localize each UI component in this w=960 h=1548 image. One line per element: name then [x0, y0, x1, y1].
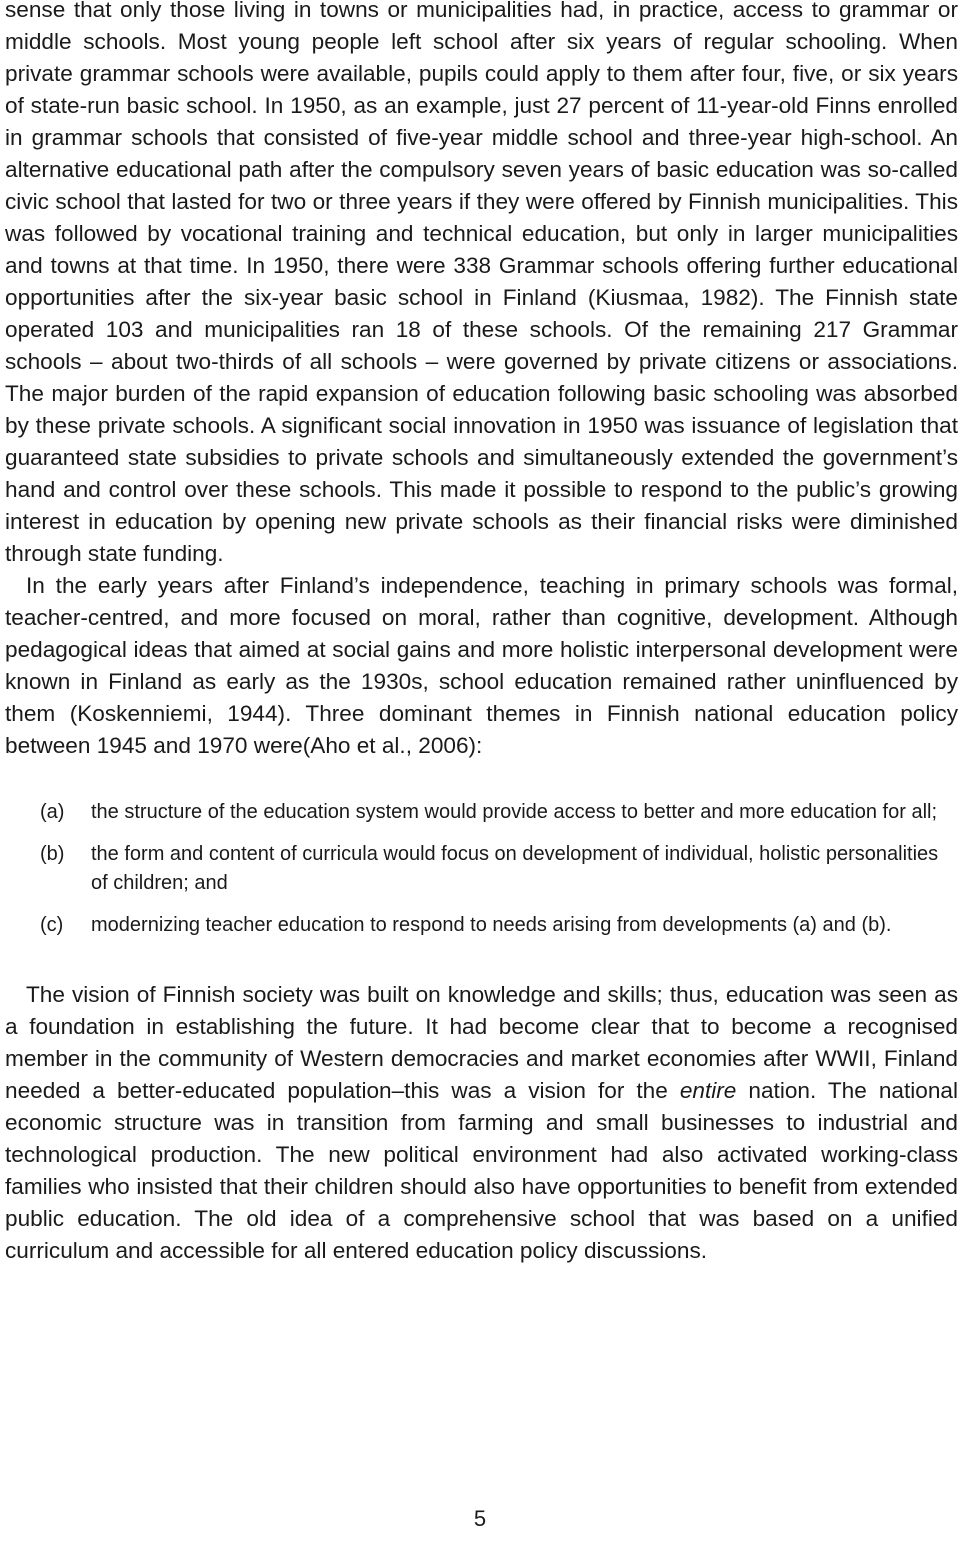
list-item-text: modernizing teacher education to respond to needs arising from developments (a) and (b). [91, 914, 892, 936]
list-marker: (c) [40, 914, 64, 936]
list-item-text: the structure of the education system would provide access to better and more education for all; [91, 801, 938, 823]
list-item [5, 840, 958, 898]
list-item [5, 911, 958, 940]
paragraph-text: The vision of Finnish society was built on knowledge and skills; thus, education was seen as a foundation in establishing the future. It had become clear that to become a recognised member in the community of Western democracies and market economies after WWII, Finland needed a better-educated population–this was a vision for the [5, 982, 958, 1103]
list-item [5, 798, 958, 827]
list-marker: (b) [40, 843, 65, 865]
body-paragraph: sense that only those living in towns or municipalities had, in practice, access to grammar or middle schools. Most young people left school after six years of regular schooling. When private grammar schools were available, pupils could apply to them after four, five, or six years of state-run basic school. In 1950, as an example, just 27 percent of 11-year-old Finns enrolled in grammar schools that consisted of five-year middle school and three-year high-school. An alternative educational path after the compulsory seven years of basic education was so-called civic school that lasted for two or three years if they were offered by Finnish municipalities. This was followed by vocational training and technical education, but only in larger municipalities and towns at that time. In 1950, there were 338 Grammar schools offering further educational opportunities after the six-year basic school in Finland (Kiusmaa, 1982). The Finnish state operated 103 and municipalities ran 18 of these schools. Of the remaining 217 Grammar schools – about two-thirds of all schools – were governed by private citizens or associations. The major burden of the rapid expansion of education following basic schooling was absorbed by these private schools. A significant social innovation in 1950 was issuance of legislation that guaranteed state subsidies to private schools and simultaneously extended the government’s hand and control over these schools. This made it possible to respond to the public’s growing interest in education by opening new private schools as their financial risks were diminished through state funding. [5, 0, 958, 566]
list-item-text: the form and content of curricula would focus on development of individual, holistic personalities of children; and [91, 843, 939, 894]
document-page [5, 0, 958, 1267]
list-marker: (a) [40, 801, 65, 823]
page-number: 5 [473, 1506, 487, 1531]
paragraph-text: nation. The national economic structure was in transition from farming and small businesses to industrial and technological production. The new political environment had also activated working-class families who insisted that their children should also have opportunities to benefit from extended public education. The old idea of a comprehensive school that was based on a unified curriculum and accessible for all entered education policy discussions. [5, 1078, 958, 1263]
body-paragraph [5, 979, 958, 1267]
policy-themes-list [5, 798, 958, 940]
emphasized-word: entire [679, 1078, 737, 1103]
body-paragraph: In the early years after Finland’s independence, teaching in primary schools was formal, teacher-centred, and more focused on moral, rather than cognitive, development. Although pedagogical ideas that aimed at social gains and more holistic interpersonal development were known in Finland as early as the 1930s, school education remained rather uninfluenced by them (Koskenniemi, 1944). Three dominant themes in Finnish national education policy between 1945 and 1970 were(Aho et al., 2006): [5, 573, 958, 758]
